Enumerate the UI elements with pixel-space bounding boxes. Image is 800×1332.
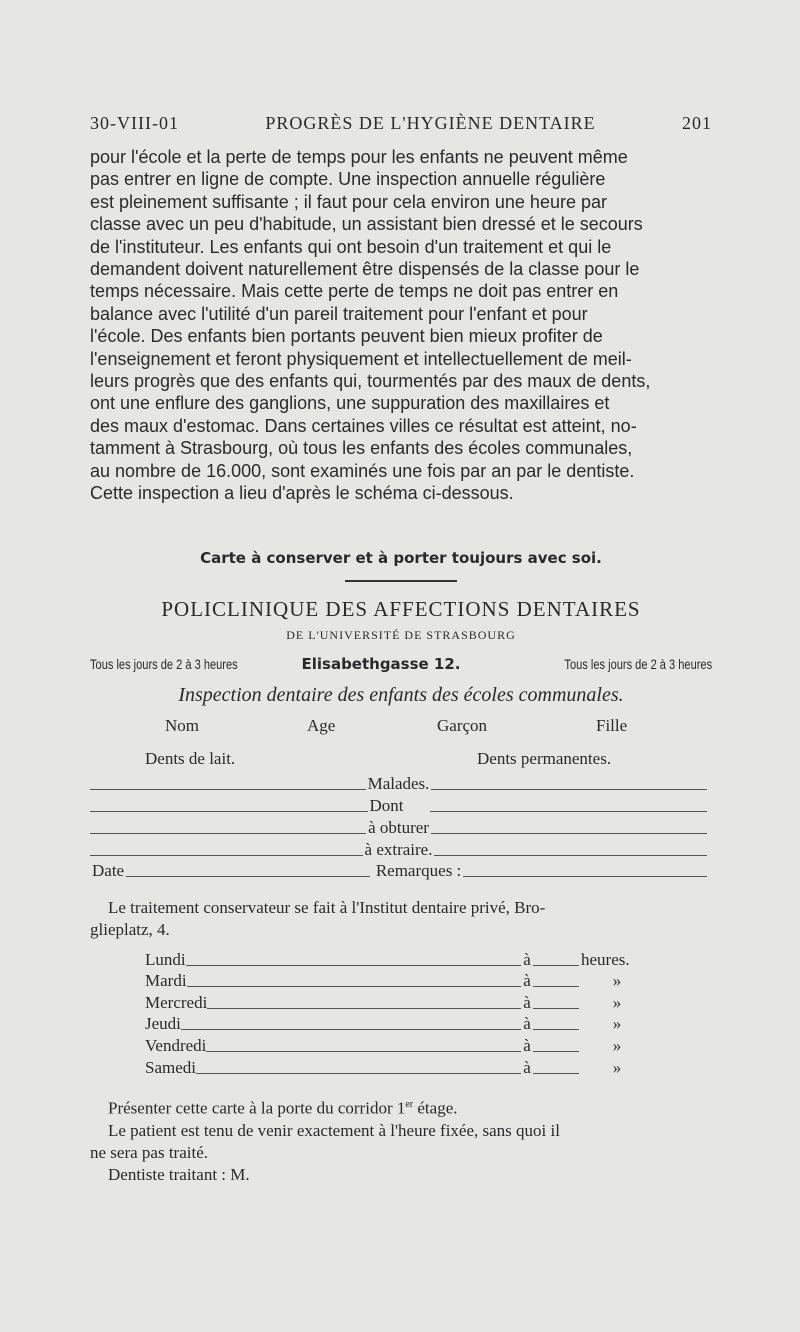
day-a: à xyxy=(523,971,531,991)
card-heading: Carte à conserver et à porter toujours avec soi. xyxy=(200,549,602,567)
day-unit: » xyxy=(612,1014,622,1034)
running-header xyxy=(90,113,712,134)
blank-line xyxy=(533,1008,579,1009)
day-name: Mardi xyxy=(145,971,187,991)
blank-line xyxy=(463,876,707,877)
day-name: Samedi xyxy=(145,1057,196,1077)
body-paragraph xyxy=(90,146,712,505)
day-unit: » xyxy=(612,992,622,1012)
patient-note: Le patient est tenu de venir exactement à l'heure fixée, sans quoi il xyxy=(108,1120,560,1140)
schedule-row xyxy=(145,1013,655,1035)
floor-superscript: er xyxy=(405,1099,414,1110)
clinic-name: POLICLINIQUE DES AFFECTIONS DENTAIRES xyxy=(161,597,641,621)
body-line: leurs progrès que des enfants qui, tourmentés par des maux de dents, xyxy=(90,371,651,392)
day-a: à xyxy=(523,949,531,969)
day-unit: » xyxy=(612,1035,622,1055)
blank-line xyxy=(434,855,707,856)
field-malades: Malades. xyxy=(367,774,430,793)
header-title: PROGRÈS DE L'HYGIÈNE DENTAIRE xyxy=(265,113,596,133)
obturer-row xyxy=(90,818,707,838)
blank-line xyxy=(533,1029,579,1030)
day-a: à xyxy=(523,1057,531,1077)
page-number: 201 xyxy=(681,113,712,133)
body-line: est pleinement suffisante ; il faut pour cela environ une heure par xyxy=(90,191,607,212)
blank-line xyxy=(533,1051,579,1052)
treatment-line: glieplatz, 4. xyxy=(90,920,170,939)
blank-line xyxy=(430,811,708,812)
day-unit: heures. xyxy=(581,949,630,969)
dentist-note: Dentiste traitant : M. xyxy=(108,1164,250,1184)
day-unit: » xyxy=(612,1057,622,1077)
blank-line xyxy=(431,833,707,834)
inspection-title: Inspection dentaire des enfants des écoles communales. xyxy=(178,684,624,706)
blank-line xyxy=(533,1073,579,1074)
schedule-list xyxy=(145,948,655,1078)
body-line: temps nécessaire. Mais cette perte de temps ne doit pas entrer en xyxy=(90,281,619,302)
schedule-row xyxy=(145,970,655,992)
schedule-row xyxy=(145,991,655,1013)
field-date: Date xyxy=(92,861,125,880)
header-date: 30-VIII-01 xyxy=(90,113,179,133)
divider xyxy=(345,580,457,582)
day-a: à xyxy=(523,1014,531,1034)
field-nom: Nom xyxy=(165,716,199,735)
body-line: balance avec l'utilité d'un pareil traitement pour l'enfant et pour xyxy=(90,303,588,324)
day-name: Jeudi xyxy=(145,1014,181,1034)
field-dents-lait: Dents de lait. xyxy=(145,749,236,768)
day-name: Mercredi xyxy=(145,992,208,1012)
body-line: de l'instituteur. Les enfants qui ont besoin d'un traitement et qui le xyxy=(90,236,612,257)
blank-line xyxy=(181,1029,521,1030)
blank-line xyxy=(206,1051,521,1052)
present-note xyxy=(90,1094,712,1120)
blank-line xyxy=(533,965,579,966)
blank-line xyxy=(431,789,707,790)
field-remarques: Remarques : xyxy=(375,861,462,880)
blank-line xyxy=(187,986,521,987)
clinic-address: Elisabethgasse 12. xyxy=(301,655,461,673)
treatment-paragraph xyxy=(90,897,712,941)
date-row xyxy=(90,861,707,881)
malades-row xyxy=(90,774,707,794)
blank-line xyxy=(186,965,521,966)
blank-line xyxy=(90,811,368,812)
body-line: demandent doivent naturellement être dispensés de la classe pour le xyxy=(90,259,640,280)
day-a: à xyxy=(523,992,531,1012)
schedule-row xyxy=(145,1056,655,1078)
field-age: Age xyxy=(307,716,336,735)
body-line: Cette inspection a lieu d'après le schéma ci-dessous. xyxy=(90,483,514,504)
body-line: l'école. Des enfants bien portants peuvent bien mieux profiter de xyxy=(90,326,603,347)
blank-line xyxy=(533,986,579,987)
body-line: au nombre de 16.000, sont examinés une fois par an par le dentiste. xyxy=(90,460,635,481)
day-name: Lundi xyxy=(145,949,186,969)
dont-row xyxy=(90,796,707,816)
field-fille: Fille xyxy=(596,716,628,735)
hours-right: Tous les jours de 2 à 3 heures xyxy=(564,657,712,672)
schedule-row xyxy=(145,948,655,970)
footer-notes xyxy=(90,1094,712,1186)
body-line: tamment à Strasbourg, où tous les enfants des écoles communales, xyxy=(90,438,633,459)
present-text: Présenter cette carte à la porte du corridor 1 xyxy=(108,1098,406,1118)
treatment-line: Le traitement conservateur se fait à l'Institut dentaire privé, Bro- xyxy=(108,898,546,917)
schedule-row xyxy=(145,1034,655,1056)
hours-row xyxy=(90,655,712,673)
blank-line xyxy=(90,855,363,856)
field-dents-permanentes: Dents permanentes. xyxy=(477,749,612,768)
body-line: classe avec un peu d'habitude, un assistant bien dressé et le secours xyxy=(90,214,643,235)
blank-line xyxy=(196,1073,521,1074)
present-text-end: étage. xyxy=(413,1098,458,1118)
body-line: ont une enflure des ganglions, une suppuration des maxillaires et xyxy=(90,393,610,414)
day-name: Vendredi xyxy=(145,1035,207,1055)
blank-line xyxy=(207,1008,521,1009)
blank-line xyxy=(126,876,370,877)
field-dont: Dont xyxy=(369,796,404,815)
patient-note-cont: ne sera pas traité. xyxy=(90,1142,208,1162)
day-unit: » xyxy=(612,971,622,991)
university-name: DE L'UNIVERSITÉ DE STRASBOURG xyxy=(286,628,516,642)
extraire-row xyxy=(90,840,707,860)
field-obturer: à obturer xyxy=(368,818,429,837)
field-extraire: à extraire. xyxy=(364,840,433,859)
body-line: pour l'école et la perte de temps pour les enfants ne peuvent même xyxy=(90,147,628,167)
blank-line xyxy=(90,833,366,834)
body-line: des maux d'estomac. Dans certaines villes ce résultat est atteint, no- xyxy=(90,415,637,436)
blank-line xyxy=(90,789,366,790)
body-line: l'enseignement et feront physiquement et intellectuellement de meil- xyxy=(90,348,632,369)
field-garcon: Garçon xyxy=(437,716,488,735)
day-a: à xyxy=(523,1035,531,1055)
hours-left: Tous les jours de 2 à 3 heures xyxy=(90,657,238,672)
body-line: pas entrer en ligne de compte. Une inspection annuelle régulière xyxy=(90,169,606,190)
